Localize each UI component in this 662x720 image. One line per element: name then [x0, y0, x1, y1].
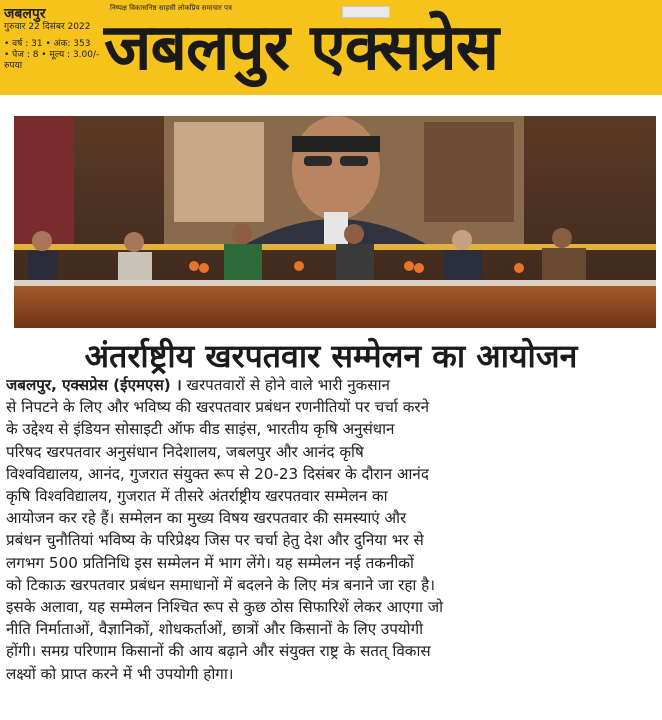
masthead-year-issue: • वर्ष : 31 • अंक: 353 — [4, 39, 91, 49]
article-line: के उद्देश्य से इंडियन सोसाइटी ऑफ वीड साइंस, भारतीय कृषि अनुसंधान — [6, 420, 395, 439]
conference-photo-illustration — [14, 116, 656, 328]
article-line: लक्ष्यों को प्राप्त करने में भी उपयोगी होगा। — [6, 664, 234, 683]
article-body — [6, 374, 656, 685]
article-line: लगभग 500 प्रतिनिधि इस सम्मेलन में भाग लेंगे। यह सम्मेलन नई तकनीकों — [6, 553, 414, 572]
curtain-left — [14, 116, 74, 246]
article-line: को टिकाऊ खरपतवार प्रबंधन समाधानों में बदलने के लिए मंत्र बनाने जा रहा है। — [6, 575, 435, 594]
masthead-tagline: निष्पक्ष विकासनिष्ठ साहसी लोकप्रिय समाचार पत्र — [110, 4, 232, 12]
screen-speaker-face — [292, 116, 380, 220]
article-line: कृषि विश्वविद्यालय, गुजरात में तीसरे अंतर्राष्ट्रीय खरपतवार सम्मेलन का — [6, 487, 388, 506]
masthead — [0, 0, 662, 95]
panel-table — [14, 284, 656, 328]
article-line: होंगी। समग्र परिणाम किसानों की आय बढ़ाने और संयुक्त राष्ट्र के सतत् विकास — [6, 642, 431, 661]
masthead-page-price: • पेज : 8 • मूल्य : 3.00/-रुपया — [4, 50, 100, 71]
article-line: जबलपुर, एक्सप्रेस (ईएमएस) । खरपतवारों से होने वाले भारी नुकसान — [6, 376, 390, 394]
article-line: परिषद खरपतवार अनुसंधान निदेशालय, जबलपुर और आनंद कृषि — [6, 442, 364, 461]
article-headline: अंतर्राष्ट्रीय खरपतवार सम्मेलन का आयोजन — [84, 337, 578, 375]
masthead-date: गुरुवार 22 दिसंबर 2022 — [4, 22, 91, 32]
masthead-info — [4, 6, 100, 72]
article-line: इसके अलावा, यह सम्मेलन निश्चित रूप से कुछ ठोस सिफारिशें लेकर आएगा जो — [6, 598, 444, 617]
newspaper-title: जबलपुर एक्सप्रेस — [104, 11, 499, 85]
article-line: आयोजन कर रहे हैं। सम्मेलन का मुख्य विषय खरपतवार की समस्याएं और — [6, 509, 407, 528]
masthead-city: जबलपुर — [4, 6, 46, 22]
article-line: प्रबंधन चुनौतियां भविष्य के परिप्रेक्ष्य जिस पर चर्चा हेतु देश और दुनिया भर से — [6, 531, 424, 550]
article-line: नीति निर्माताओं, वैज्ञानिकों, शोधकर्ताओं, छात्रों और किसानों के लिए उपयोगी — [6, 620, 424, 639]
article-dateline: जबलपुर, एक्सप्रेस (ईएमएस) । — [6, 376, 182, 394]
conference-photo — [14, 116, 656, 328]
article-line: विश्वविद्यालय, आनंद, गुजरात संयुक्त रूप से 20-23 दिसंबर के दौरान आनंद — [6, 464, 429, 483]
article-line: से निपटने के लिए और भविष्य की खरपतवार प्रबंधन रणनीतियों पर चर्चा करने — [6, 398, 430, 417]
